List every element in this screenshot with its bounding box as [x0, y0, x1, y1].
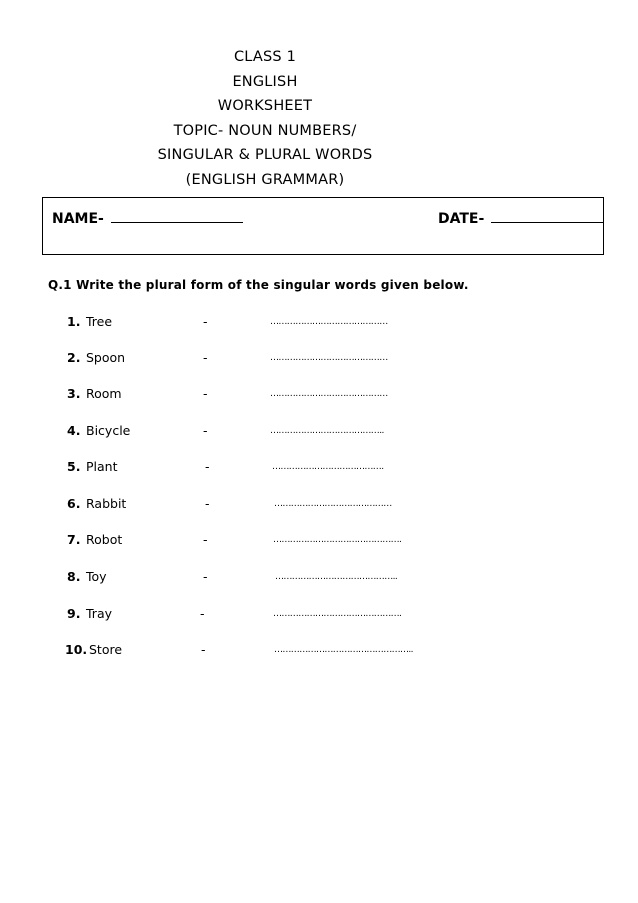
category-title: (ENGLISH GRAMMAR) — [185, 171, 345, 188]
singular-word: Bicycle — [86, 423, 131, 438]
singular-word: Toy — [86, 569, 107, 584]
date-blank[interactable] — [491, 208, 603, 223]
separator-dash: - — [201, 642, 206, 657]
separator-dash: - — [200, 606, 205, 621]
answer-blank[interactable]: ………………………………………. — [273, 535, 402, 545]
singular-word: Room — [86, 386, 122, 401]
topic-title: TOPIC- NOUN NUMBERS/ — [173, 122, 357, 139]
answer-blank[interactable]: …………………………………… — [270, 389, 388, 399]
item-number: 10. — [65, 642, 88, 657]
item-number: 3. — [67, 386, 81, 401]
answer-blank[interactable]: …………………………………… — [274, 499, 392, 509]
item-number: 6. — [67, 496, 81, 511]
singular-word: Spoon — [86, 350, 126, 365]
subtopic-title: SINGULAR & PLURAL WORDS — [157, 147, 373, 163]
worksheet-header — [0, 45, 530, 192]
answer-blank[interactable]: …………………………………… — [270, 353, 388, 363]
subject-title: ENGLISH — [232, 73, 298, 90]
date-label: DATE- — [438, 211, 485, 227]
singular-word: Store — [89, 642, 123, 657]
question-prompt: Q.1 Write the plural form of the singular words given below. — [48, 278, 469, 292]
separator-dash: - — [205, 459, 210, 474]
singular-word: Tray — [86, 606, 112, 621]
worksheet-title: WORKSHEET — [217, 98, 313, 114]
list-item — [0, 496, 638, 516]
item-number: 9. — [67, 606, 81, 621]
item-number: 1. — [67, 314, 81, 329]
separator-dash: - — [203, 569, 208, 584]
list-item — [0, 642, 638, 662]
separator-dash: - — [203, 350, 208, 365]
item-number: 7. — [67, 532, 81, 547]
class-title: CLASS 1 — [233, 49, 297, 65]
separator-dash: - — [203, 423, 208, 438]
list-item — [0, 423, 638, 443]
name-label: NAME- — [52, 211, 104, 227]
answer-blank[interactable]: …………………………………….. — [275, 572, 398, 582]
item-number: 8. — [67, 569, 81, 584]
item-number: 2. — [67, 350, 81, 365]
list-item — [0, 606, 638, 626]
item-number: 4. — [67, 423, 81, 438]
item-number: 5. — [67, 459, 81, 474]
list-item — [0, 532, 638, 552]
answer-blank[interactable]: ………………………………………….. — [274, 645, 413, 655]
separator-dash: - — [203, 532, 208, 547]
student-info-box — [42, 197, 604, 255]
singular-word: Tree — [86, 314, 113, 329]
answer-blank[interactable]: …………………………………… — [270, 317, 388, 327]
separator-dash: - — [203, 314, 208, 329]
singular-word: Robot — [86, 532, 123, 547]
list-item — [0, 569, 638, 589]
answer-blank[interactable]: …………………………………. — [272, 462, 384, 472]
list-item — [0, 350, 638, 370]
answer-blank[interactable]: ………………………………………. — [273, 609, 402, 619]
name-blank[interactable] — [111, 208, 243, 223]
answer-blank[interactable]: ………………………………….. — [270, 426, 384, 436]
separator-dash: - — [203, 386, 208, 401]
date-field — [438, 208, 603, 227]
list-item — [0, 386, 638, 406]
name-field — [52, 208, 243, 227]
separator-dash: - — [205, 496, 210, 511]
singular-word: Rabbit — [86, 496, 127, 511]
singular-word: Plant — [86, 459, 118, 474]
list-item — [0, 459, 638, 479]
list-item — [0, 314, 638, 334]
